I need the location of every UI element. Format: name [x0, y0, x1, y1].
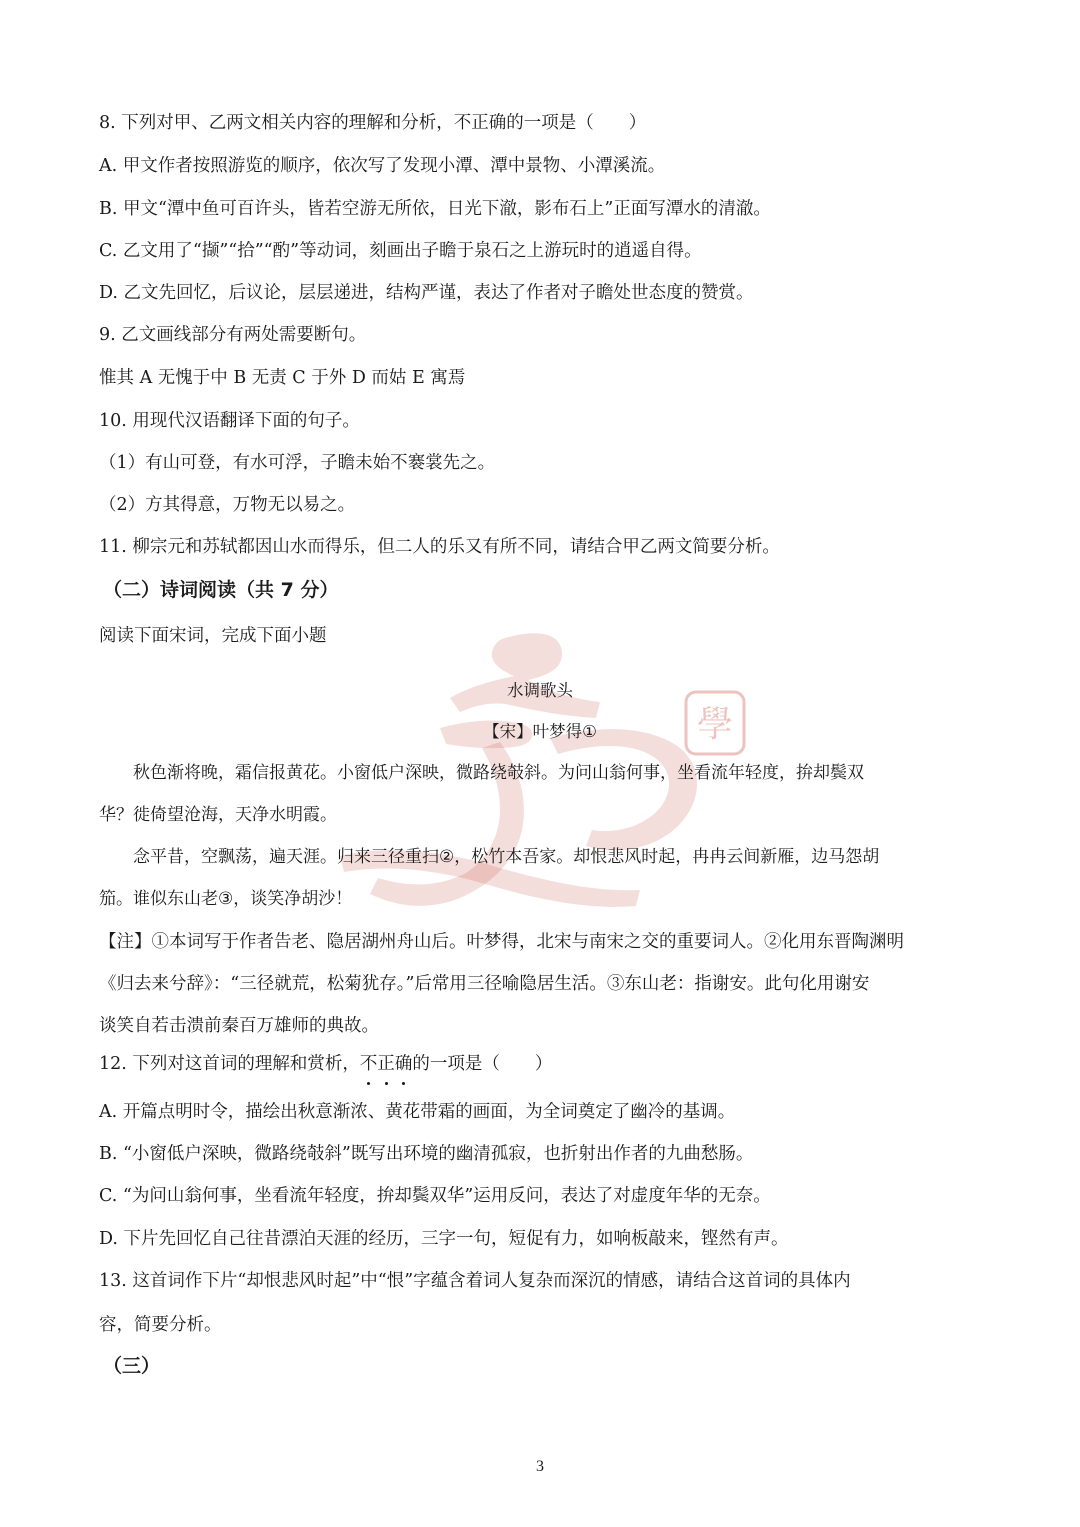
question-12-option-d: D. 下片先回忆自己往昔漂泊天涯的经历，三字一句，短促有力，如响板敲来，铿然有声。 [99, 1229, 789, 1249]
poem-note-line-2: 《归去来兮辞》：“三径就荒，松菊犹存。”后常用三径喻隐居生活。③东山老：指谢安。此句化用谢安 [99, 974, 870, 994]
poem-stanza-2-line-2: 笳。谁似东山老③，谈笑净胡沙！ [99, 889, 353, 909]
question-13-line-1: 13. 这首词作下片“却恨悲风时起”中“恨”字蕴含着词人复杂而深沉的情感，请结合这首词的具体内 [99, 1271, 851, 1291]
question-12-stem-prefix: 12. 下列对这首词的理解和赏析， [99, 1054, 360, 1074]
question-10-stem: 10. 用现代汉语翻译下面的句子。 [99, 411, 360, 431]
section-2-heading: （二）诗词阅读（共 7 分） [103, 579, 339, 601]
question-12-option-b: B. “小窗低户深映，微路绕攲斜”既写出环境的幽清孤寂，也折射出作者的九曲愁肠。 [99, 1144, 754, 1164]
question-13-line-2: 容，简要分析。 [99, 1315, 222, 1335]
question-12-option-a: A. 开篇点明时令，描绘出秋意渐浓、黄花带霜的画面，为全词奠定了幽冷的基调。 [99, 1102, 736, 1122]
question-12-option-c: C. “为问山翁何事，坐看流年轻度，拚却鬓双华”运用反问，表达了对虚度年华的无奈。 [99, 1186, 771, 1206]
poem-stanza-2-line-1: 念平昔，空飘荡，遍天涯。归来三径重扫②，松竹本吾家。却恨悲风时起，冉冉云间新雁，边马怨胡 [133, 847, 880, 867]
section-3-heading: （三） [103, 1355, 161, 1377]
emphasis-char-3: 确 [394, 1054, 413, 1074]
poem-note-line-1: 【注】①本词写于作者告老、隐居湖州舟山后。叶梦得，北宋与南宋之交的重要词人。②化用东晋陶渊明 [99, 932, 904, 952]
poem-note-line-3: 谈笑自若击溃前秦百万雄师的典故。 [99, 1016, 379, 1036]
question-8-stem: 8. 下列对甲、乙两文相关内容的理解和分析，不正确的一项是（ ） [99, 113, 647, 133]
question-12-stem-suffix: 的一项是（ ） [412, 1054, 553, 1074]
poem-author: 【宋】叶梦得① [483, 722, 597, 741]
question-10-sentence-1: （1）有山可登，有水可浮，子瞻未始不褰裳先之。 [99, 453, 496, 473]
question-11-stem: 11. 柳宗元和苏轼都因山水而得乐，但二人的乐又有所不同，请结合甲乙两文简要分析。 [99, 537, 780, 557]
emphasis-char-2: 正 [377, 1054, 395, 1074]
poem-title: 水调歌头 [507, 681, 573, 700]
question-12-stem [99, 1052, 552, 1076]
emphasis-char-1: 不 [359, 1054, 378, 1074]
question-8-option-a: A. 甲文作者按照游览的顺序，依次写了发现小潭、潭中景物、小潭溪流。 [99, 156, 666, 176]
page-number: 3 [536, 1458, 544, 1475]
question-8-option-b: B. 甲文“潭中鱼可百许头，皆若空游无所依，日光下澈，影布石上”正面写潭水的清澈。 [99, 199, 771, 219]
question-8-option-c: C. 乙文用了“撷”“拾”“酌”等动词，刻画出子瞻于泉石之上游玩时的逍遥自得。 [99, 241, 702, 261]
question-9-text: 惟其 A 无愧于中 B 无责 C 于外 D 而姑 E 寓焉 [99, 368, 466, 388]
poem-stanza-1-line-1: 秋色渐将晚，霜信报黄花。小窗低户深映，微路绕攲斜。为问山翁何事，坐看流年轻度，拚却鬓双 [133, 763, 864, 783]
poem-stanza-1-line-2: 华？徙倚望沧海，天净水明霞。 [99, 805, 337, 825]
section-2-intro: 阅读下面宋词，完成下面小题 [99, 626, 327, 646]
question-8-option-d: D. 乙文先回忆，后议论，层层递进，结构严谨，表达了作者对子瞻处世态度的赞赏。 [99, 283, 754, 303]
question-10-sentence-2: （2）方其得意，万物无以易之。 [99, 495, 356, 515]
question-9-stem: 9. 乙文画线部分有两处需要断句。 [99, 325, 367, 345]
seal-character: 學 [696, 704, 734, 745]
